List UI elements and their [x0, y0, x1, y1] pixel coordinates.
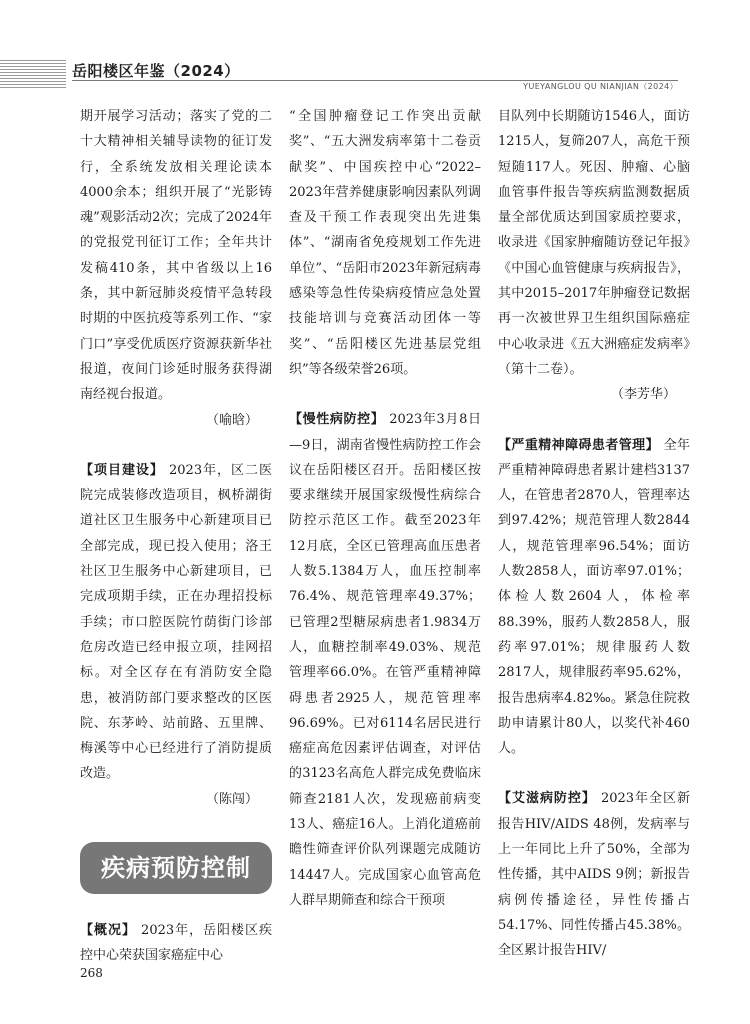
paragraph-text: 2023年3月8日—9日，湖南省慢性病防控工作会议在岳阳楼区召开。岳阳楼区按要求继续开展国家级慢性病综合防控示范区工作。截至2023年12月底，全区已管理高血压患者人数5.1384万人，血压控制率76.4%、规范管理率49.37%；已管理2型糖尿病患者1.9834万人，血糖控制率49.03%、规范管理率66.0%。在管严重精神障碍患者2925人，规范管理率96.69%。已对6114名居民进行癌症高危因素评估调查，对评估的3123名高危人群完成免费临床筛查2181人次，发现癌前病变13人、癌症16人。上消化道癌前瞻性筛查评价队列课题完成随访14447人。完成国家心血管高危人群早期筛查和综合干预项	[289, 412, 481, 908]
section-heading-mental: 【严重精神障碍患者管理】	[498, 437, 659, 453]
author-credit: （李芳华）	[610, 387, 676, 403]
section-heading-overview: 【概况】	[80, 923, 136, 939]
author-credit: （陈闯）	[205, 791, 258, 807]
column-left	[80, 104, 272, 969]
header-title: 岳阳楼区年鉴（2024）	[72, 62, 240, 80]
section-heading-aids: 【艾滋病防控】	[498, 791, 596, 807]
paragraph-followup: 目队列中长期随访1546人，面访1215人，复筛207人，高危干预短随117人。死因、肿瘤、心脑血管事件报告等疾病监测数据质量全部优质达到国家质控要求，收录进《国家肿瘤随访登记年报》《中国心血管健康与疾病报告》，其中2015–2017年肿瘤登记数据再一次被世界卫生组织国际癌症中心收录进《五大洲癌症发病率》（第十二卷）。	[498, 109, 690, 377]
paragraph-text: 2023年，区二医院完成装修改造项目，枫桥湖街道社区卫生服务中心新建项目已全部完成，现已投入使用；洛王社区卫生服务中心新建项目，已完成项期手续，正在办理招投标手续；市口腔医院竹荫街门诊部危房改造已经申报立项，挂网招标。对全区存在有消防安全隐患，被消防部门要求整改的区医院、东茅岭、站前路、五里牌、梅溪等中心已经进行了消防提质改造。	[80, 462, 272, 782]
paragraph-aids	[498, 786, 690, 963]
paragraph-project-construction	[80, 458, 272, 787]
paragraph-text: 2023年全区新报告HIV/AIDS 48例，发病率与上一年同比上升了50%，全部为性传播，其中AIDS 9例；新报告病例传播途径，异性传播占54.17%、同性传播占45.38%。全区累计报告HIV/	[498, 791, 690, 959]
column-right	[498, 104, 690, 964]
column-middle	[289, 104, 481, 913]
paragraph-text: 全年严重精神障碍患者累计建档3137人，在管患者2870人，管理率达到97.42%；规范管理人数2844人，规范管理率96.54%；面访人数2858人，面访率97.01%；体检人数2604人，体检率88.39%，服药人数2858人，服药率97.01%；规律服药人数2817人，规律服药率95.62%，报告患病率4.82‰。紧急住院救助申请累计80人，以奖代补460人。	[498, 437, 690, 757]
paragraph-mental-health	[498, 433, 690, 762]
paragraph-chronic-disease	[289, 407, 481, 913]
paragraph-honors: “全国肿瘤登记工作突出贡献奖”、“五大洲发病率第十二卷贡献奖”、中国疾控中心“2022–2023年营养健康影响因素队列调查及干预工作表现突出先进集体”、“湖南省免疫规划工作先进单位”、“岳阳市2023年新冠病毒感染等急性传染病疫情应急处置技能培训与竞赛活动团体一等奖”、“岳阳楼区先进基层党组织”等各级荣誉26项。	[289, 109, 481, 377]
header-subtitle: YUEYANGLOU QU NIANJIAN（2024）	[523, 82, 678, 91]
paragraph-party-publicity: 期开展学习活动；落实了党的二十大精神相关辅导读物的征订发行，全系统发放相关理论读本4000余本；组织开展了“光影铸魂”观影活动2次；完成了2024年的党报党刊征订工作；全年共计发稿410条，其中省级以上16条，其中新冠肺炎疫情平急转段时期的中医抗疫等系列工作、“家门口”享受优质医疗资源获新华社报道，夜间门诊延时服务获得湖南经视台报道。	[80, 109, 272, 403]
page-number: 268	[80, 966, 103, 980]
chapter-banner: 疾病预防控制	[80, 842, 272, 894]
paragraph-overview	[80, 918, 272, 969]
running-header	[0, 0, 750, 100]
paragraph-text: 2023年，岳阳楼区疾控中心荣获国家癌症中心	[80, 923, 272, 964]
author-credit: （喻晗）	[205, 412, 258, 428]
section-heading-chronic: 【慢性病防控】	[289, 412, 385, 428]
header-stripes-decoration	[0, 60, 66, 90]
section-heading-project: 【项目建设】	[80, 462, 164, 478]
